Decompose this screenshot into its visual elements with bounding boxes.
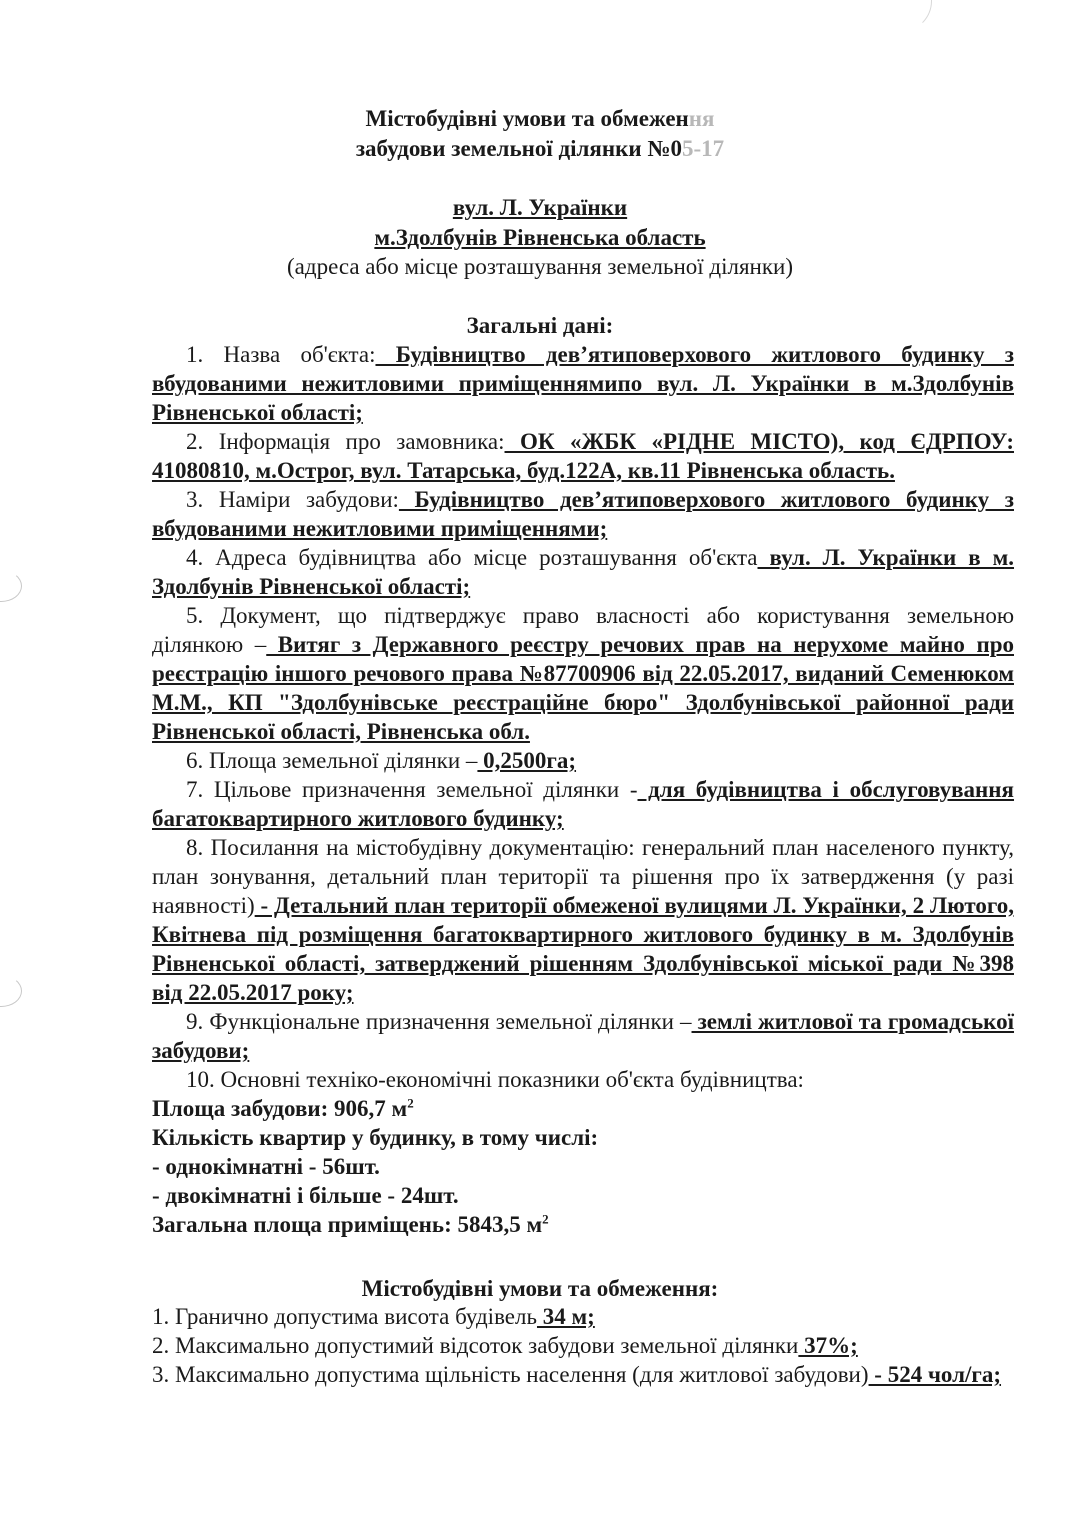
item-label: Наміри забудови: bbox=[218, 487, 399, 512]
conditions-heading: Містобудівні умови та обмеження: bbox=[361, 1276, 719, 1301]
item-number: 7. bbox=[186, 777, 204, 802]
conditions-list bbox=[152, 1302, 1014, 1389]
item-number: 3. bbox=[186, 487, 204, 512]
item-10 bbox=[152, 1065, 1014, 1094]
title-line-2: забудови земельної ділянки №05-17 bbox=[355, 136, 725, 161]
item-number: 10. bbox=[186, 1067, 215, 1092]
condition-height bbox=[152, 1302, 1014, 1331]
scan-corner-mark bbox=[870, 0, 932, 32]
item-value: вул. Л. Українки в м. Здолбунів Рівненської області; bbox=[152, 545, 1015, 599]
general-data-heading: Загальні дані: bbox=[466, 313, 614, 338]
item-3 bbox=[152, 485, 1014, 543]
condition-label: 3. Максимально допустима щільність населення (для житлової забудови) bbox=[152, 1362, 869, 1387]
item-value: Витяг з Державного реєстру речових прав на нерухоме майно про реєстрацію іншого речового права №87700906 від 22.05.2017, виданий Семенюком М.М., КП "Здолбунівське реєстраційне бюро" Здолбунівської районної ради Рівненської області, Рівненська обл. bbox=[152, 632, 1014, 744]
title-line-1: Містобудівні умови та обмеження bbox=[365, 106, 715, 131]
item-9 bbox=[152, 1007, 1014, 1065]
item-value: 0,2500га; bbox=[477, 748, 577, 773]
item-label: Основні техніко-економічні показники об'єкта будівництва: bbox=[220, 1067, 804, 1092]
indicator-two-room-plus: - двокімнатні і більше - 24шт. bbox=[152, 1183, 459, 1208]
condition-label: 2. Максимально допустимий відсоток забудови земельної ділянки bbox=[152, 1333, 799, 1358]
indicator-total-area: Загальна площа приміщень: 5843,5 $м^2$ bbox=[152, 1211, 549, 1237]
item-number: 5. bbox=[186, 603, 204, 628]
document-title bbox=[0, 104, 1080, 164]
punch-hole-mark bbox=[0, 975, 22, 1007]
item-label: Посилання на містобудівну документацію: генеральний план населеного пункту, план зонування, детальний план території та рішення про їх затвердження (у разі наявності) bbox=[152, 835, 1014, 918]
item-value: землі житлової та громадської забудови; bbox=[152, 1009, 1015, 1063]
indicator-building-area: Площа забудови: 906,7 $м^2$ bbox=[152, 1095, 414, 1121]
item-label: Інформація про замовника: bbox=[218, 429, 505, 454]
item-7 bbox=[152, 775, 1014, 833]
item-value: Будівництво дев’ятиповерхового житлового будинку з вбудованими нежитловими приміщеннямипо вул. Л. Українки в м.Здолбунів Рівненської області; bbox=[152, 342, 1014, 425]
item-8 bbox=[152, 833, 1014, 1007]
item-number: 4. bbox=[186, 545, 204, 570]
condition-value: 34 м; bbox=[536, 1304, 595, 1329]
item-label: Функціональне призначення земельної ділянки – bbox=[209, 1009, 692, 1034]
address-street: вул. Л. Українки bbox=[452, 195, 628, 220]
item-1 bbox=[152, 340, 1014, 427]
condition-value: - 524 чол/га; bbox=[868, 1362, 1002, 1387]
condition-label: 1. Гранично допустима висота будівель bbox=[152, 1304, 537, 1329]
address-city: м.Здолбунів Рівненська область bbox=[374, 225, 706, 250]
item-label: Площа земельної ділянки – bbox=[209, 748, 478, 773]
indicator-apartments-count: Кількість квартир у будинку, в тому числі: bbox=[152, 1125, 599, 1150]
item-label: Назва об'єкта: bbox=[223, 342, 376, 367]
item-value: для будівництва і обслуговування багатоквартирного житлового будинку; bbox=[152, 777, 1015, 831]
item-number: 9. bbox=[186, 1009, 204, 1034]
item-6 bbox=[152, 746, 1014, 775]
item-5 bbox=[152, 601, 1014, 746]
item-2 bbox=[152, 427, 1014, 485]
item-label: Документ, що підтверджує право власності або користування земельною ділянкою – bbox=[152, 603, 1014, 657]
general-data-list bbox=[152, 340, 1014, 1239]
item-number: 1. bbox=[186, 342, 204, 367]
address-caption: (адреса або місце розташування земельної ділянки) bbox=[287, 254, 793, 279]
item-label: Адреса будівництва або місце розташування об'єкта bbox=[215, 545, 758, 570]
item-value: Будівництво дев’ятиповерхового житлового будинку з вбудованими нежитловими приміщеннями; bbox=[152, 487, 1014, 541]
condition-coverage bbox=[152, 1331, 1014, 1360]
item-value: - Детальний план території обмеженої вулицями Л. Українки, 2 Лютого, Квітнева під розміщення багатоквартирного житлового будинку в м. Здолбунів Рівненської області, затверджений рішенням Здолбунівської міської ради №398 від 22.05.2017 року; bbox=[152, 893, 1014, 1005]
condition-density bbox=[152, 1360, 1014, 1389]
item-number: 8. bbox=[186, 835, 204, 860]
punch-hole-mark bbox=[0, 570, 22, 602]
item-value: ОК «ЖБК «РІДНЕ МІСТО), код ЄДРПОУ: 41080810, м.Острог, вул. Татарська, буд.122А, кв.11 Рівненська область. bbox=[152, 429, 1014, 483]
indicator-one-room: - однокімнатні - 56шт. bbox=[152, 1154, 380, 1179]
item-4 bbox=[152, 543, 1014, 601]
item-number: 6. bbox=[186, 748, 204, 773]
condition-value: 37%; bbox=[798, 1333, 858, 1358]
item-number: 2. bbox=[186, 429, 204, 454]
item-label: Цільове призначення земельної ділянки - bbox=[213, 777, 638, 802]
